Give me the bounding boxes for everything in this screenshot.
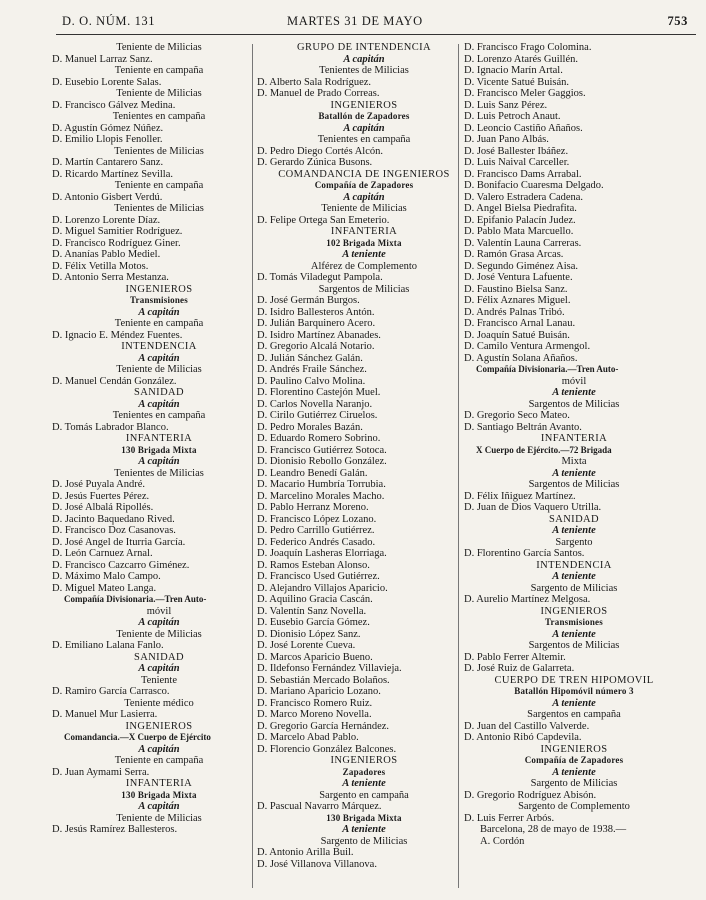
person-name: D. Juan Aymami Serra. (52, 766, 150, 778)
rank-subheading: Teniente en campaña (114, 318, 204, 329)
person-name: D. Lorenzo Lorente Díaz. (52, 214, 161, 226)
person-name: D. José Ballester Ibáñez. (464, 145, 569, 157)
promotion-rank: A capitán (343, 191, 385, 203)
person-name: D. Valentín Launa Carreras. (464, 237, 582, 249)
person-name: D. Leandro Benedí Galán. (257, 467, 368, 479)
person-name: D. Ildefonso Fernández Villavieja. (257, 663, 402, 674)
person-name: D. Francisco Meler Gaggios. (464, 88, 586, 99)
person-name: D. Andrés Palnas Tribó. (464, 306, 565, 318)
person-name: D. Marcelo Abad Pablo. (257, 732, 359, 743)
person-name: D. Dionisio Rebollo González. (257, 456, 387, 467)
person-name: D. Francisco Rodríguez Giner. (52, 237, 181, 249)
rank-subheading: Tenientes de Milicias (114, 467, 204, 479)
section-heading: COMANDANCIA DE INGENIEROS (278, 168, 450, 180)
promotion-rank: A teniente (552, 467, 596, 479)
person-name: D. Juan Pano Albás. (464, 134, 549, 145)
promotion-rank: A teniente (342, 778, 386, 789)
signature-line: Barcelona, 28 de mayo de 1938.— (480, 824, 627, 835)
rank-subheading: Tenientes de Milicias (114, 145, 204, 157)
person-name: D. Gregorio Rodríguez Abisón. (464, 789, 597, 801)
section-heading: CUERPO DE TREN HIPOMOVIL (494, 674, 654, 686)
rank-subheading: Teniente en campaña (114, 65, 204, 76)
person-name: D. Angel Bielsa Piedrafita. (464, 203, 577, 214)
promotion-rank: A capitán (138, 663, 180, 674)
section-heading: SANIDAD (548, 513, 600, 525)
person-name: D. Mariano Aparicio Lozano. (257, 686, 381, 697)
person-name: D. Agustín Gómez Núñez. (52, 122, 164, 134)
person-name: D. Dionisio López Sanz. (257, 628, 361, 640)
promotion-rank: A teniente (552, 628, 596, 640)
person-name: D. Francisco Cazcarro Giménez. (52, 559, 190, 571)
unit-heading: Comandancia.—X Cuerpo de Ejército (64, 732, 211, 742)
section-heading: INFANTERIA (125, 433, 193, 444)
person-name: D. Martín Cantarero Sanz. (52, 157, 164, 168)
rank-subheading: Teniente de Milicias (116, 364, 202, 375)
person-name: D. Florencio González Balcones. (257, 743, 397, 755)
person-name: D. Andrés Fraile Sánchez. (257, 364, 367, 375)
person-name: D. Luis Ferrer Arbós. (464, 812, 555, 824)
unit-heading: Compañía Divisionaria.—Tren Auto- (476, 364, 619, 374)
person-name: D. Pablo Herranz Moreno. (257, 502, 369, 513)
rank-subheading: Sargento de Milicias (530, 778, 618, 789)
unit-heading: Compañía de Zapadores (314, 180, 414, 190)
person-name: D. Máximo Malo Campo. (52, 571, 161, 582)
unit-heading: Transmisiones (130, 295, 188, 305)
promotion-rank: A capitán (138, 306, 180, 318)
person-name: D. Valero Estradera Cadena. (464, 191, 584, 203)
rank-subheading: Teniente médico (124, 697, 194, 709)
rank-subheading: Sargento de Milicias (530, 582, 618, 594)
person-name: D. Manuel Cendán González. (52, 375, 177, 387)
rank-subheading: Teniente en campaña (114, 755, 204, 766)
column-3 (462, 42, 686, 847)
promotion-rank: A capitán (138, 352, 180, 364)
person-name: D. Antonio Serra Mestanza. (52, 272, 169, 283)
person-name: D. Luis Petroch Anaut. (464, 111, 561, 122)
person-name: D. Ramiro García Carrasco. (52, 686, 170, 697)
rank-subheading: Tenientes en campaña (112, 111, 206, 122)
promotion-rank: A teniente (552, 571, 596, 582)
rank-subheading: Teniente en campaña (114, 180, 204, 191)
person-name: D. Valentín Sanz Novella. (257, 605, 367, 617)
person-name: D. Francisco Used Gutiérrez. (257, 571, 380, 582)
rank-subheading: Sargento de Complemento (518, 801, 630, 812)
rank-subheading: Sargentos de Milicias (318, 283, 410, 295)
rank-subheading: Sargento en campaña (319, 789, 409, 801)
promotion-rank: A teniente (342, 824, 386, 835)
section-heading: INGENIEROS (125, 720, 193, 732)
person-name: D. Segundo Giménez Aisa. (464, 260, 579, 272)
person-name: D. Ramos Esteban Alonso. (257, 559, 370, 571)
person-name: D. Félix Vetilla Motos. (52, 260, 149, 272)
person-name: D. Florentino Castejón Muel. (257, 387, 381, 398)
publication-number: D. O. NÚM. 131 (62, 14, 156, 28)
promotion-rank: A teniente (552, 766, 596, 778)
person-name: D. Eusebio García Gómez. (257, 617, 370, 628)
column-2 (255, 42, 473, 870)
person-name: D. Juan del Castillo Valverde. (464, 720, 590, 732)
rank-subheading: móvil (146, 605, 172, 617)
person-name: D. José Ruiz de Galarreta. (464, 663, 575, 674)
person-name: D. Federico Andrés Casado. (257, 536, 376, 548)
person-name: D. Miguel Mateo Langa. (52, 582, 157, 594)
person-name: D. Gerardo Zúnica Busons. (257, 157, 373, 168)
promotion-rank: A capitán (138, 743, 180, 755)
section-heading: INTENDENCIA (121, 341, 197, 352)
promotion-rank: A teniente (552, 525, 596, 536)
rank-subheading: Sargentos de Milicias (528, 640, 620, 651)
person-name: D. José Angel de Iturria García. (52, 536, 186, 548)
person-name: D. Macario Humbría Torrubia. (257, 479, 386, 490)
section-heading: SANIDAD (133, 387, 185, 398)
person-name: D. Félix Iñiguez Martínez. (464, 490, 576, 502)
person-name: D. Gregorio Alcalá Notario. (257, 341, 375, 352)
rank-subheading: Sargentos de Milicias (528, 398, 620, 410)
promotion-rank: A teniente (552, 697, 596, 709)
person-name: D. Julián Sánchez Galán. (257, 352, 363, 364)
person-name: D. Florentino García Santos. (464, 548, 585, 559)
rank-subheading: Tenientes de Milicias (319, 65, 409, 76)
person-name: D. Luis Sanz Pérez. (464, 99, 548, 111)
person-name: D. Francisco López Lozano. (257, 513, 377, 525)
person-name: D. Francisco Gutiérrez Sotoca. (257, 444, 387, 456)
person-name: D. Carlos Novella Naranjo. (257, 398, 373, 410)
person-name: D. Gregorio García Hernández. (257, 720, 390, 732)
unit-heading: Batallón de Zapadores (318, 111, 410, 121)
section-heading: SANIDAD (133, 651, 185, 663)
rank-subheading: Sargento de Milicias (320, 835, 408, 847)
rank-subheading: móvil (561, 375, 587, 387)
person-name: D. Isidro Martínez Abanades. (257, 329, 381, 341)
person-name: D. Ricardo Martínez Sevilla. (52, 168, 174, 180)
person-name: D. Antonio Gisbert Verdú. (52, 191, 163, 203)
promotion-rank: A capitán (138, 801, 180, 812)
promotion-rank: A capitán (138, 617, 180, 628)
person-name: D. Epifanio Palacín Judez. (464, 214, 576, 226)
person-name: D. Gregorio Seco Mateo. (464, 410, 570, 421)
rank-subheading: Tenientes en campaña (317, 134, 411, 145)
rank-subheading: Teniente de Milicias (321, 203, 407, 214)
rank-subheading: Teniente de Milicias (116, 88, 202, 99)
person-name: D. José Germán Burgos. (257, 295, 360, 306)
person-name: D. Eusebio Lorente Salas. (52, 76, 162, 88)
section-heading: INTENDENCIA (536, 559, 612, 571)
person-name: D. Manuel de Prado Correas. (257, 88, 380, 99)
promotion-rank: A teniente (342, 249, 386, 260)
rank-subheading: Sargentos en campaña (527, 709, 621, 720)
unit-heading: 130 Brigada Mixta (121, 789, 197, 800)
section-heading: INGENIEROS (330, 99, 398, 111)
promotion-rank: A capitán (343, 53, 385, 65)
person-name: D. Pablo Mata Marcuello. (464, 226, 574, 237)
section-heading: INGENIEROS (540, 743, 608, 755)
person-name: D. Sebastián Mercado Bolaños. (257, 674, 390, 686)
person-name: D. Bonifacio Cuaresma Delgado. (464, 180, 604, 191)
section-heading: INGENIEROS (540, 605, 608, 617)
unit-heading: X Cuerpo de Ejército.—72 Brigada (476, 444, 612, 455)
unit-heading: Zapadores (342, 766, 386, 777)
person-name: D. Isidro Ballesteros Antón. (257, 306, 375, 318)
person-name: D. Faustino Bielsa Sanz. (464, 283, 568, 295)
person-name: D. Miguel Samitier Rodríguez. (52, 226, 183, 237)
person-name: D. José Puyala André. (52, 479, 146, 490)
rank-subheading: Sargentos de Milicias (528, 479, 620, 490)
person-name: D. Jesús Ramírez Ballesteros. (52, 824, 178, 835)
person-name: D. Francisco Dams Arrabal. (464, 168, 582, 180)
person-name: D. Francisco Frago Colomina. (464, 42, 592, 53)
unit-heading: Batallón Hipomóvil número 3 (514, 686, 634, 696)
person-name: D. Antonio Ribó Capdevila. (464, 732, 582, 743)
person-name: D. Agustín Solana Añaños. (464, 352, 578, 364)
rank-subheading: Mixta (561, 456, 587, 467)
person-name: D. León Carnuez Arnal. (52, 548, 153, 559)
page-number: 753 (667, 14, 688, 28)
rank-subheading: Teniente (141, 674, 177, 686)
person-name: D. Lorenzo Atarés Guillén. (464, 53, 579, 65)
page-header (62, 14, 694, 32)
person-name: D. Francisco Doz Casanovas. (52, 525, 176, 536)
header-rule (56, 34, 696, 35)
signature-line: A. Cordón (480, 835, 525, 847)
person-name: D. Marco Moreno Novella. (257, 709, 372, 720)
person-name: D. Ananías Pablo Mediel. (52, 249, 161, 260)
person-name: D. Ignacio E. Méndez Fuentes. (52, 329, 183, 341)
person-name: D. Jacinto Baquedano Rived. (52, 513, 175, 525)
person-name: D. Manuel Larraz Sanz. (52, 53, 153, 65)
person-name: D. Julián Barquinero Acero. (257, 318, 376, 329)
person-name: D. Pablo Ferrer Altemir. (464, 651, 566, 663)
person-name: D. Pedro Carrillo Gutiérrez. (257, 525, 375, 536)
rank-subheading: Tenientes de Milicias (114, 203, 204, 214)
promotion-rank: A teniente (552, 387, 596, 398)
person-name: D. José Albalá Ripollés. (52, 502, 154, 513)
section-heading: INFANTERIA (330, 226, 398, 237)
unit-heading: 130 Brigada Mixta (326, 812, 402, 823)
person-name: D. Luis Naival Carceller. (464, 157, 570, 168)
person-name: D. Camilo Ventura Armengol. (464, 341, 591, 352)
person-name: D. Antonio Arilla Buil. (257, 847, 354, 858)
rank-subheading: Teniente de Milicias (116, 42, 202, 53)
rank-subheading: Sargento (555, 536, 593, 548)
person-name: D. Joaquín Satué Buisán. (464, 329, 570, 341)
unit-heading: Compañía de Zapadores (524, 755, 624, 765)
rank-subheading: Tenientes en campaña (112, 410, 206, 421)
person-name: D. Paulino Calvo Molina. (257, 375, 366, 387)
person-name: D. Emiliano Lalana Fanlo. (52, 640, 164, 651)
section-heading: INGENIEROS (330, 755, 398, 766)
person-name: D. Francisco Gálvez Medina. (52, 99, 176, 111)
person-name: D. Juan de Dios Vaquero Utrilla. (464, 502, 602, 513)
publication-date: MARTES 31 DE MAYO (287, 14, 423, 28)
person-name: D. Francisco Romero Ruiz. (257, 697, 373, 709)
person-name: D. Santiago Beltrán Avanto. (464, 421, 582, 433)
person-name: D. Pascual Navarro Márquez. (257, 801, 382, 812)
rank-subheading: Alférez de Complemento (310, 260, 418, 272)
unit-heading: Transmisiones (545, 617, 603, 627)
person-name: D. Vicente Satué Buisán. (464, 76, 570, 88)
person-name: D. Aquilino Gracia Cascán. (257, 594, 373, 605)
unit-heading: Compañía Divisionaria.—Tren Auto- (64, 594, 207, 604)
person-name: D. José Ventura Lafuente. (464, 272, 573, 283)
section-heading: INFANTERIA (125, 778, 193, 789)
person-name: D. Jesús Fuertes Pérez. (52, 490, 150, 502)
section-heading: GRUPO DE INTENDENCIA (297, 42, 431, 53)
unit-heading: 130 Brigada Mixta (121, 444, 197, 455)
person-name: D. Ramón Grasa Arcas. (464, 249, 564, 260)
person-name: D. José Villanova Villanova. (257, 858, 377, 870)
person-name: D. Tomás Labrador Blanco. (52, 421, 169, 433)
rank-subheading: Teniente de Milicias (116, 812, 202, 824)
person-name: D. Aurelio Martínez Melgosa. (464, 594, 591, 605)
person-name: D. Ignacio Marín Artal. (464, 65, 563, 76)
person-name: D. Francisco Arnal Lanau. (464, 318, 576, 329)
unit-heading: 102 Brigada Mixta (326, 237, 402, 248)
person-name: D. Alejandro Villajos Aparicio. (257, 582, 388, 594)
rank-subheading: Teniente de Milicias (116, 628, 202, 640)
person-name: D. Félix Aznares Miguel. (464, 295, 571, 306)
person-name: D. Manuel Mur Lasierra. (52, 709, 158, 720)
person-name: D. Tomás Viladegut Pampola. (257, 272, 383, 283)
person-name: D. Felipe Ortega San Emeterio. (257, 214, 390, 226)
section-heading: INGENIEROS (125, 283, 193, 295)
promotion-rank: A capitán (343, 122, 385, 134)
person-name: D. Marcelino Morales Macho. (257, 490, 385, 502)
person-name: D. Alberto Sala Rodríguez. (257, 76, 372, 88)
column-1 (50, 42, 268, 836)
person-name: D. Pedro Morales Bazán. (257, 421, 363, 433)
promotion-rank: A capitán (138, 398, 180, 410)
person-name: D. Leoncio Castiño Añaños. (464, 122, 583, 134)
person-name: D. Eduardo Romero Sobrino. (257, 433, 381, 444)
person-name: D. Cirilo Gutiérrez Ciruelos. (257, 410, 378, 421)
person-name: D. José Lorente Cueva. (257, 640, 356, 651)
person-name: D. Pedro Diego Cortés Alcón. (257, 145, 383, 157)
person-name: D. Marcos Aparicio Bueno. (257, 651, 373, 663)
person-name: D. Emilio Llopis Fenoller. (52, 134, 163, 145)
promotion-rank: A capitán (138, 456, 180, 467)
person-name: D. Joaquín Lasheras Elorriaga. (257, 548, 387, 559)
section-heading: INFANTERIA (540, 433, 608, 444)
